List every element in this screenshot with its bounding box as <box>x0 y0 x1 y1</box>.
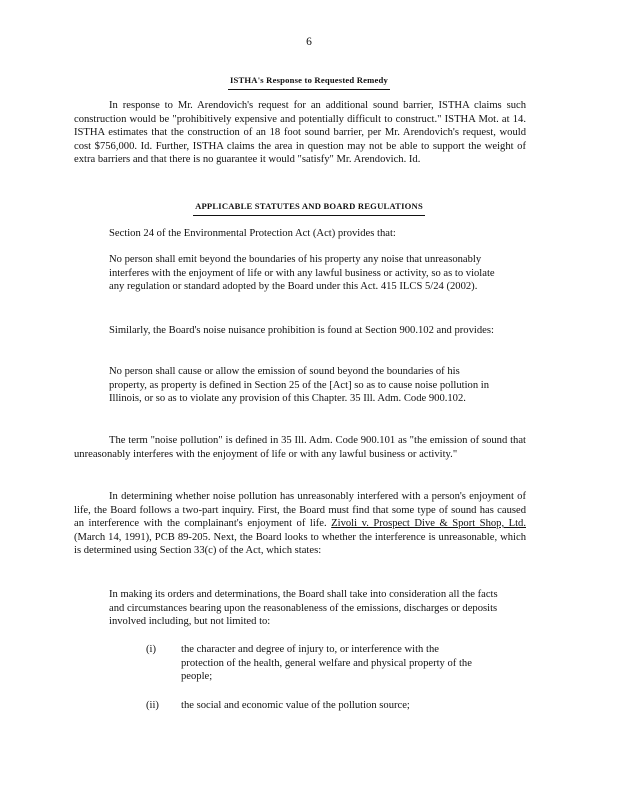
determining-text-b: (March 14, 1991), PCB 89-205. Next, the Board looks to whether the interference is unreasonable, which is determined using Section 33(c) of the Act, which states: <box>74 531 526 556</box>
list-item-text: the character and degree of injury to, or interference with the protection of the health, general welfare and physical property of the people; <box>181 644 472 682</box>
section-heading-response-text: ISTHA's Response to Requested Remedy <box>228 74 390 90</box>
section-heading-response <box>0 74 618 90</box>
section-heading-statutes-text: APPLICABLE STATUTES AND BOARD REGULATIONS <box>193 200 425 216</box>
similarly-paragraph: Similarly, the Board's noise nuisance prohibition is found at Section 900.102 and provides: <box>109 325 494 336</box>
page-number: 6 <box>306 36 312 48</box>
determining-paragraph <box>74 490 526 558</box>
list-item-number: (ii) <box>146 700 159 711</box>
block-quote-section-33c: In making its orders and determinations, the Board shall take into consideration all the facts and circumstances bearing upon the reasonableness of the emissions, discharges or deposits involved including, but not limited to: <box>109 589 498 627</box>
determining-text-a: In determining whether noise pollution has unreasonably interfered with a person's enjoyment of life, the Board follows a two-part inquiry. First, the Board must find that some type of sound has caused an interference with the complainant's enjoyment of life. <box>74 491 526 529</box>
response-paragraph: In response to Mr. Arendovich's request for an additional sound barrier, ISTHA claims such construction would be "prohibitively expensive and potentially difficult to construct." ISTHA Mot. at 14. ISTHA estimates that the construction of an 18 foot sound barrier, per Mr. Arendovich's request, would cost $756,000. Id. Further, ISTHA claims the area in question may not be able to support the weight of extra barriers and that there is no guarantee it would "satisfy" Mr. Arendovich. Id. <box>74 100 526 165</box>
list-item-number: (i) <box>146 644 156 655</box>
noise-pollution-definition: The term "noise pollution" is defined in 35 Ill. Adm. Code 900.101 as "the emission of sound that unreasonably interferes with the enjoyment of life or with any lawful business or activity." <box>74 435 526 460</box>
block-quote-section-24: No person shall emit beyond the boundaries of his property any noise that unreasonably interferes with the enjoyment of life or with any lawful business or activity, so as to violate any regulation or standard adopted by the Board under this Act. 415 ILCS 5/24 (2002). <box>109 254 495 292</box>
section-heading-statutes <box>0 200 618 216</box>
list-item-text: the social and economic value of the pollution source; <box>181 700 410 711</box>
block-quote-section-900-102: No person shall cause or allow the emission of sound beyond the boundaries of his property, as property is defined in Section 25 of the [Act] so as to cause noise pollution in Illinois, or so as to violate any provision of this Chapter. 35 Ill. Adm. Code 900.102. <box>109 366 490 404</box>
case-citation: Zivoli v. Prospect Dive & Sport Shop, Ltd. <box>331 518 526 529</box>
section-24-intro: Section 24 of the Environmental Protection Act (Act) provides that: <box>109 228 396 239</box>
